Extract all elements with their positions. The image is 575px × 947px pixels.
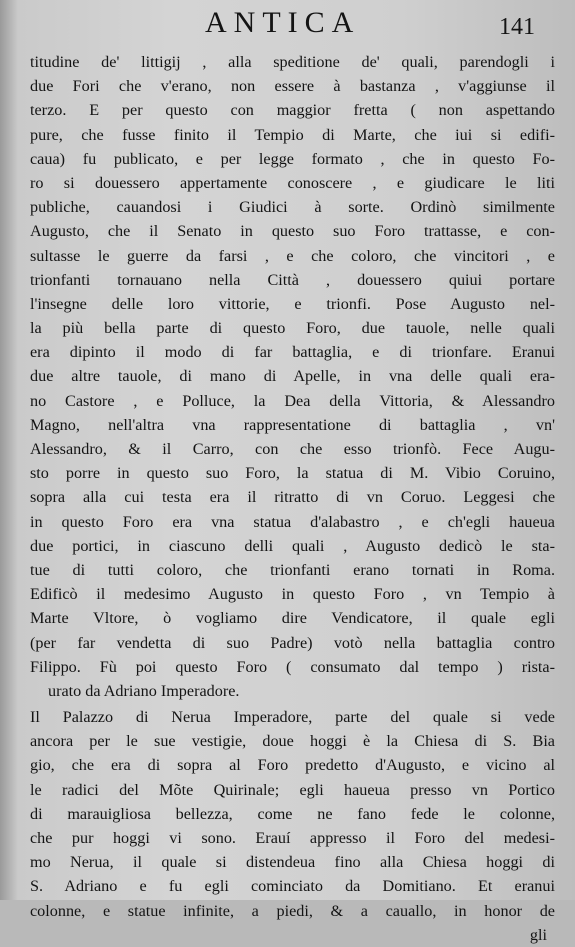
text-line: due altre tauole, di mano di Apelle, in vna delle quali era- (30, 367, 555, 386)
text-line: due Fori che v'erano, non essere à bastanza , v'aggiunse il (30, 77, 555, 96)
text-line: titudine de' littigij , alla speditione de' quali, parendogli i (30, 53, 555, 71)
paragraph-augustus-forum (30, 50, 555, 703)
text-line: urato da Adriano Imperadore. (48, 681, 240, 700)
text-line: publiche, cauandosi i Giudici à sorte. Ordinò similmente (30, 198, 555, 217)
text-line: due portici, in ciascuno delli quali , Augusto dedicò le sta- (30, 536, 555, 555)
text-line: ancora per le sue vestigie, doue hoggi è la Chiesa di S. Bia (30, 732, 555, 751)
text-line: Edificò il medesimo Augusto in questo Foro , vn Tempio à (30, 585, 555, 604)
text-line: era dipinto il modo di far battaglia, e di trionfare. Eranui (30, 343, 555, 362)
text-line: di marauigliosa bellezza, come ne fano fede le colonne, (30, 804, 555, 823)
text-line: colonne, e statue infinite, a piedi, & a cauallo, in honor de (30, 901, 555, 920)
text-line: Augusto, che il Senato in questo suo Foro trattasse, e con- (30, 222, 555, 241)
text-line: che pur hoggi vi sono. Erauí appresso il Foro del medesi- (30, 829, 555, 847)
text-line: gio, che era di sopra al Foro predetto d'Augusto, e vicino al (30, 756, 555, 775)
page-gutter-shadow (0, 0, 18, 900)
paragraph-nerva-palace (30, 705, 555, 947)
text-line: Magno, nell'altra vna rappresentatione di battaglia , vn' (30, 415, 555, 434)
text-line: le radici del Mõte Quirinale; egli haueua presso vn Portico (30, 780, 555, 799)
catchword: gli (529, 925, 547, 944)
page-number: 141 (499, 14, 535, 40)
text-line: Marte Vltore, ò vogliamo dire Vendicatore, il quale egli (30, 609, 555, 628)
text-line: in questo Foro era vna statua d'alabastro , e ch'egli haueua (30, 512, 555, 531)
text-line: Filippo. Fù poi questo Foro ( consumato dal tempo ) rista- (30, 657, 555, 676)
text-line: trionfanti tornauano nella Città , douessero quiui portare (30, 270, 555, 289)
text-line: pure, che fusse finito il Tempio di Marte, che iui si edifi- (30, 125, 555, 144)
text-line: ro si douessero appertamente conoscere , e giudicare le liti (30, 173, 555, 192)
text-line: no Castore , e Polluce, la Dea della Vittoria, & Alessandro (30, 391, 555, 410)
text-line: tue di tutti coloro, che trionfanti erano tornati in Roma. (30, 560, 555, 579)
text-line: sultasse le guerre da farsi , e che coloro, che vincitori , e (30, 246, 555, 265)
text-line: sto porre in questo suo Foro, la statua di M. Vibio Coruino, (30, 464, 555, 483)
text-line: S. Adriano e fu egli cominciato da Domitiano. Et eranui (30, 877, 555, 896)
text-line: terzo. E per questo con maggior fretta ( non aspettando (30, 101, 555, 120)
text-line: Alessandro, & il Carro, con che esso trionfò. Fece Augu- (30, 440, 555, 458)
text-line: la più bella parte di questo Foro, due tauole, nelle quali (30, 319, 555, 338)
text-line: (per far vendetta di suo Padre) votò nella battaglia contro (30, 633, 555, 652)
running-title: ANTICA (205, 6, 361, 39)
text-line: l'insegne delle loro vittorie, e trionfi. Pose Augusto nel- (30, 294, 555, 313)
text-line: mo Nerua, il quale si distendeua fino alla Chiesa hoggi di (30, 853, 555, 872)
body-text (30, 50, 555, 947)
text-line: Il Palazzo di Nerua Imperadore, parte del quale si vede (30, 708, 555, 727)
text-line: caua) fu publicato, e per legge formato , che in questo Fo- (30, 149, 555, 168)
text-line: sopra alla cui testa era il ritratto di vn Coruo. Leggesi che (30, 488, 555, 507)
